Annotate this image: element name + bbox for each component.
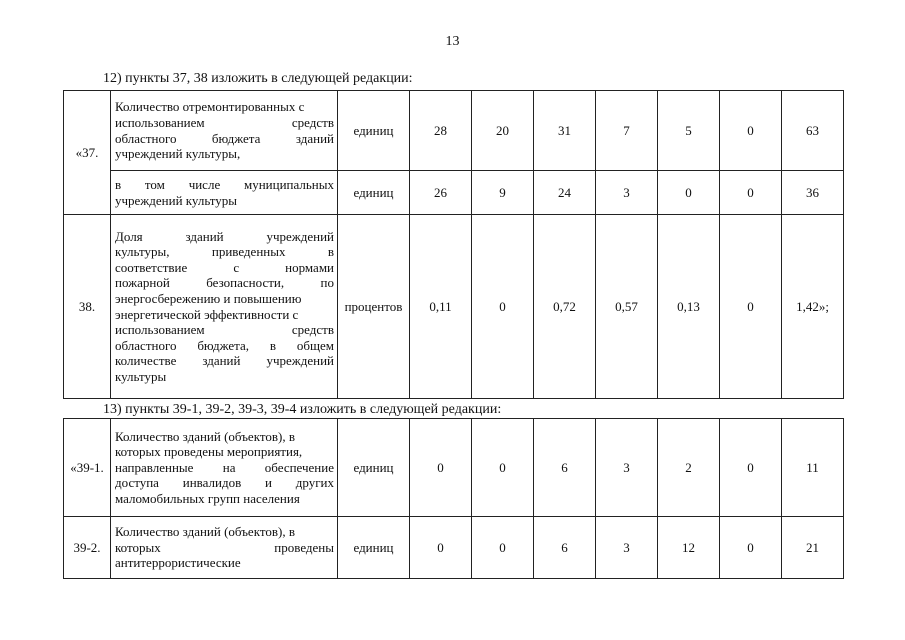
value-cell: 0: [410, 419, 472, 517]
indicator-description: [111, 419, 338, 517]
description-line: культуры, приведенных в: [115, 244, 334, 260]
total-cell: 11: [782, 419, 844, 517]
description-line: энергосбережению и повышению: [115, 290, 302, 306]
value-cell: 6: [534, 419, 596, 517]
value-cell: 2: [658, 419, 720, 517]
value-cell: 5: [658, 91, 720, 171]
value-cell: 0,57: [596, 215, 658, 399]
description-line: использованием средств: [115, 114, 334, 130]
description-line: использованием средств: [115, 322, 334, 338]
indicators-table-2: [63, 418, 844, 579]
value-cell: 0: [472, 215, 534, 399]
value-cell: 31: [534, 91, 596, 171]
value-cell: 0: [720, 91, 782, 171]
description-line: антитеррористические: [115, 555, 241, 571]
value-cell: 3: [596, 517, 658, 579]
indicator-description: [111, 91, 338, 171]
value-cell: 24: [534, 171, 596, 215]
table-row: [64, 215, 844, 399]
value-cell: 0: [472, 517, 534, 579]
description-line: направленные на обеспечение: [115, 459, 334, 475]
unit-cell: процентов: [338, 215, 410, 399]
value-cell: 0: [720, 171, 782, 215]
total-cell: 63: [782, 91, 844, 171]
value-cell: 0: [658, 171, 720, 215]
description-line: соответствие с нормами: [115, 259, 334, 275]
value-cell: 28: [410, 91, 472, 171]
description-line: энергетической эффективности с: [115, 306, 299, 322]
value-cell: 0: [720, 215, 782, 399]
description-line: количестве зданий учреждений: [115, 353, 334, 369]
value-cell: 0,72: [534, 215, 596, 399]
value-cell: 20: [472, 91, 534, 171]
description-line: которых проведены: [115, 539, 334, 555]
table-row: [64, 171, 844, 215]
description-line: культуры: [115, 368, 167, 384]
description-line: учреждений культуры: [115, 192, 238, 208]
item-number: «39-1.: [64, 419, 111, 517]
value-cell: 7: [596, 91, 658, 171]
item-number: «37.: [64, 91, 111, 215]
item-number: 39-2.: [64, 517, 111, 579]
total-cell: 36: [782, 171, 844, 215]
value-cell: 0: [410, 517, 472, 579]
value-cell: 3: [596, 171, 658, 215]
section-13-heading: 13) пункты 39-1, 39-2, 39-3, 39-4 изложить в следующей редакции:: [103, 402, 502, 417]
table-row: [64, 91, 844, 171]
item-number: 38.: [64, 215, 111, 399]
table-row: [64, 419, 844, 517]
value-cell: 0: [720, 517, 782, 579]
description-line: пожарной безопасности, по: [115, 275, 334, 291]
total-cell: 1,42»;: [782, 215, 844, 399]
unit-cell: единиц: [338, 419, 410, 517]
indicator-description: [111, 171, 338, 215]
indicator-description: [111, 215, 338, 399]
value-cell: 0,13: [658, 215, 720, 399]
table-row: [64, 517, 844, 579]
description-line: Количество зданий (объектов), в: [115, 428, 295, 444]
description-line: учреждений культуры,: [115, 146, 241, 162]
value-cell: 6: [534, 517, 596, 579]
indicator-description: [111, 517, 338, 579]
page-number: 13: [445, 34, 460, 49]
value-cell: 9: [472, 171, 534, 215]
unit-cell: единиц: [338, 517, 410, 579]
value-cell: 0: [472, 419, 534, 517]
total-cell: 21: [782, 517, 844, 579]
description-line: которых проведены мероприятия,: [115, 444, 303, 460]
description-line: областного бюджета зданий: [115, 130, 334, 146]
unit-cell: единиц: [338, 91, 410, 171]
section-12-heading: 12) пункты 37, 38 изложить в следующей редакции:: [103, 71, 413, 86]
value-cell: 12: [658, 517, 720, 579]
description-line: Доля зданий учреждений: [115, 228, 334, 244]
description-line: Количество зданий (объектов), в: [115, 524, 295, 540]
description-line: областного бюджета, в общем: [115, 337, 334, 353]
unit-cell: единиц: [338, 171, 410, 215]
description-line: доступа инвалидов и других: [115, 475, 334, 491]
description-line: Количество отремонтированных с: [115, 99, 305, 115]
description-line: маломобильных групп населения: [115, 490, 300, 506]
description-line: в том числе муниципальных: [115, 176, 334, 192]
value-cell: 0: [720, 419, 782, 517]
value-cell: 3: [596, 419, 658, 517]
value-cell: 26: [410, 171, 472, 215]
indicators-table-1: [63, 90, 844, 399]
value-cell: 0,11: [410, 215, 472, 399]
